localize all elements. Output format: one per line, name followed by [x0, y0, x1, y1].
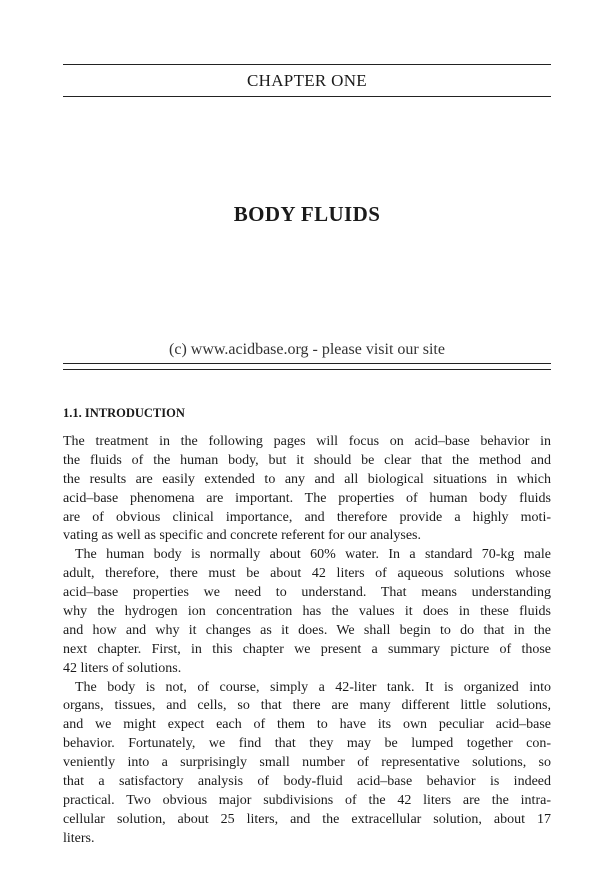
text-line: practical. Two obvious major subdivisions of the 42 liters are the intra-	[63, 792, 551, 808]
text-line: next chapter. First, in this chapter we present a summary picture of those	[63, 641, 551, 657]
text-line: cellular solution, about 25 liters, and the extracellular solution, about 17	[63, 811, 551, 827]
title-bottom-rule-lower	[63, 369, 551, 370]
title-bottom-rule-upper	[63, 363, 551, 364]
chapter-label: CHAPTER ONE	[247, 71, 367, 90]
section-heading: 1.1. INTRODUCTION	[63, 406, 185, 420]
text-line: are of obvious clinical importance, and therefore provide a highly moti-	[63, 509, 551, 525]
text-line: vating as well as specific and concrete referent for our analyses.	[63, 528, 422, 544]
top-rule-upper	[63, 64, 551, 65]
text-line: acid–base phenomena are important. The properties of human body fluids	[63, 490, 551, 506]
text-line: that a satisfactory analysis of body-fluid acid–base behavior is indeed	[63, 774, 551, 790]
text-line: the results are easily extended to any and all biological situations in which	[63, 471, 551, 487]
text-line: liters.	[63, 830, 95, 846]
text-line: adult, therefore, there must be about 42 liters of aqueous solutions whose	[63, 566, 551, 582]
chapter-title: BODY FLUIDS	[233, 202, 381, 226]
text-line: and how and why it changes as it does. We shall begin to do that in the	[63, 622, 551, 638]
text-line: acid–base properties we need to understand. That means understanding	[63, 585, 551, 601]
text-line: The treatment in the following pages will focus on acid–base behavior in	[63, 434, 551, 449]
text-line: organs, tissues, and cells, so that there are many different little solutions,	[63, 698, 551, 714]
text-line: veniently into a surprisingly small number of representative solutions, so	[63, 755, 551, 771]
text-line: The body is not, of course, simply a 42-liter tank. It is organized into	[75, 679, 551, 695]
text-line: 42 liters of solutions.	[63, 660, 182, 676]
body-text	[63, 433, 551, 849]
text-line: The human body is normally about 60% water. In a standard 70-kg male	[75, 547, 551, 563]
text-line: why the hydrogen ion concentration has the values it does in these fluids	[63, 604, 551, 620]
text-line: behavior. Fortunately, we find that they may be lumped together con-	[63, 736, 551, 752]
top-rule-lower	[63, 96, 551, 97]
text-line: the fluids of the human body, but it should be clear that the method and	[63, 452, 551, 468]
site-watermark: (c) www.acidbase.org - please visit our site	[169, 341, 445, 358]
text-line: and we might expect each of them to have its own peculiar acid–base	[63, 717, 551, 733]
